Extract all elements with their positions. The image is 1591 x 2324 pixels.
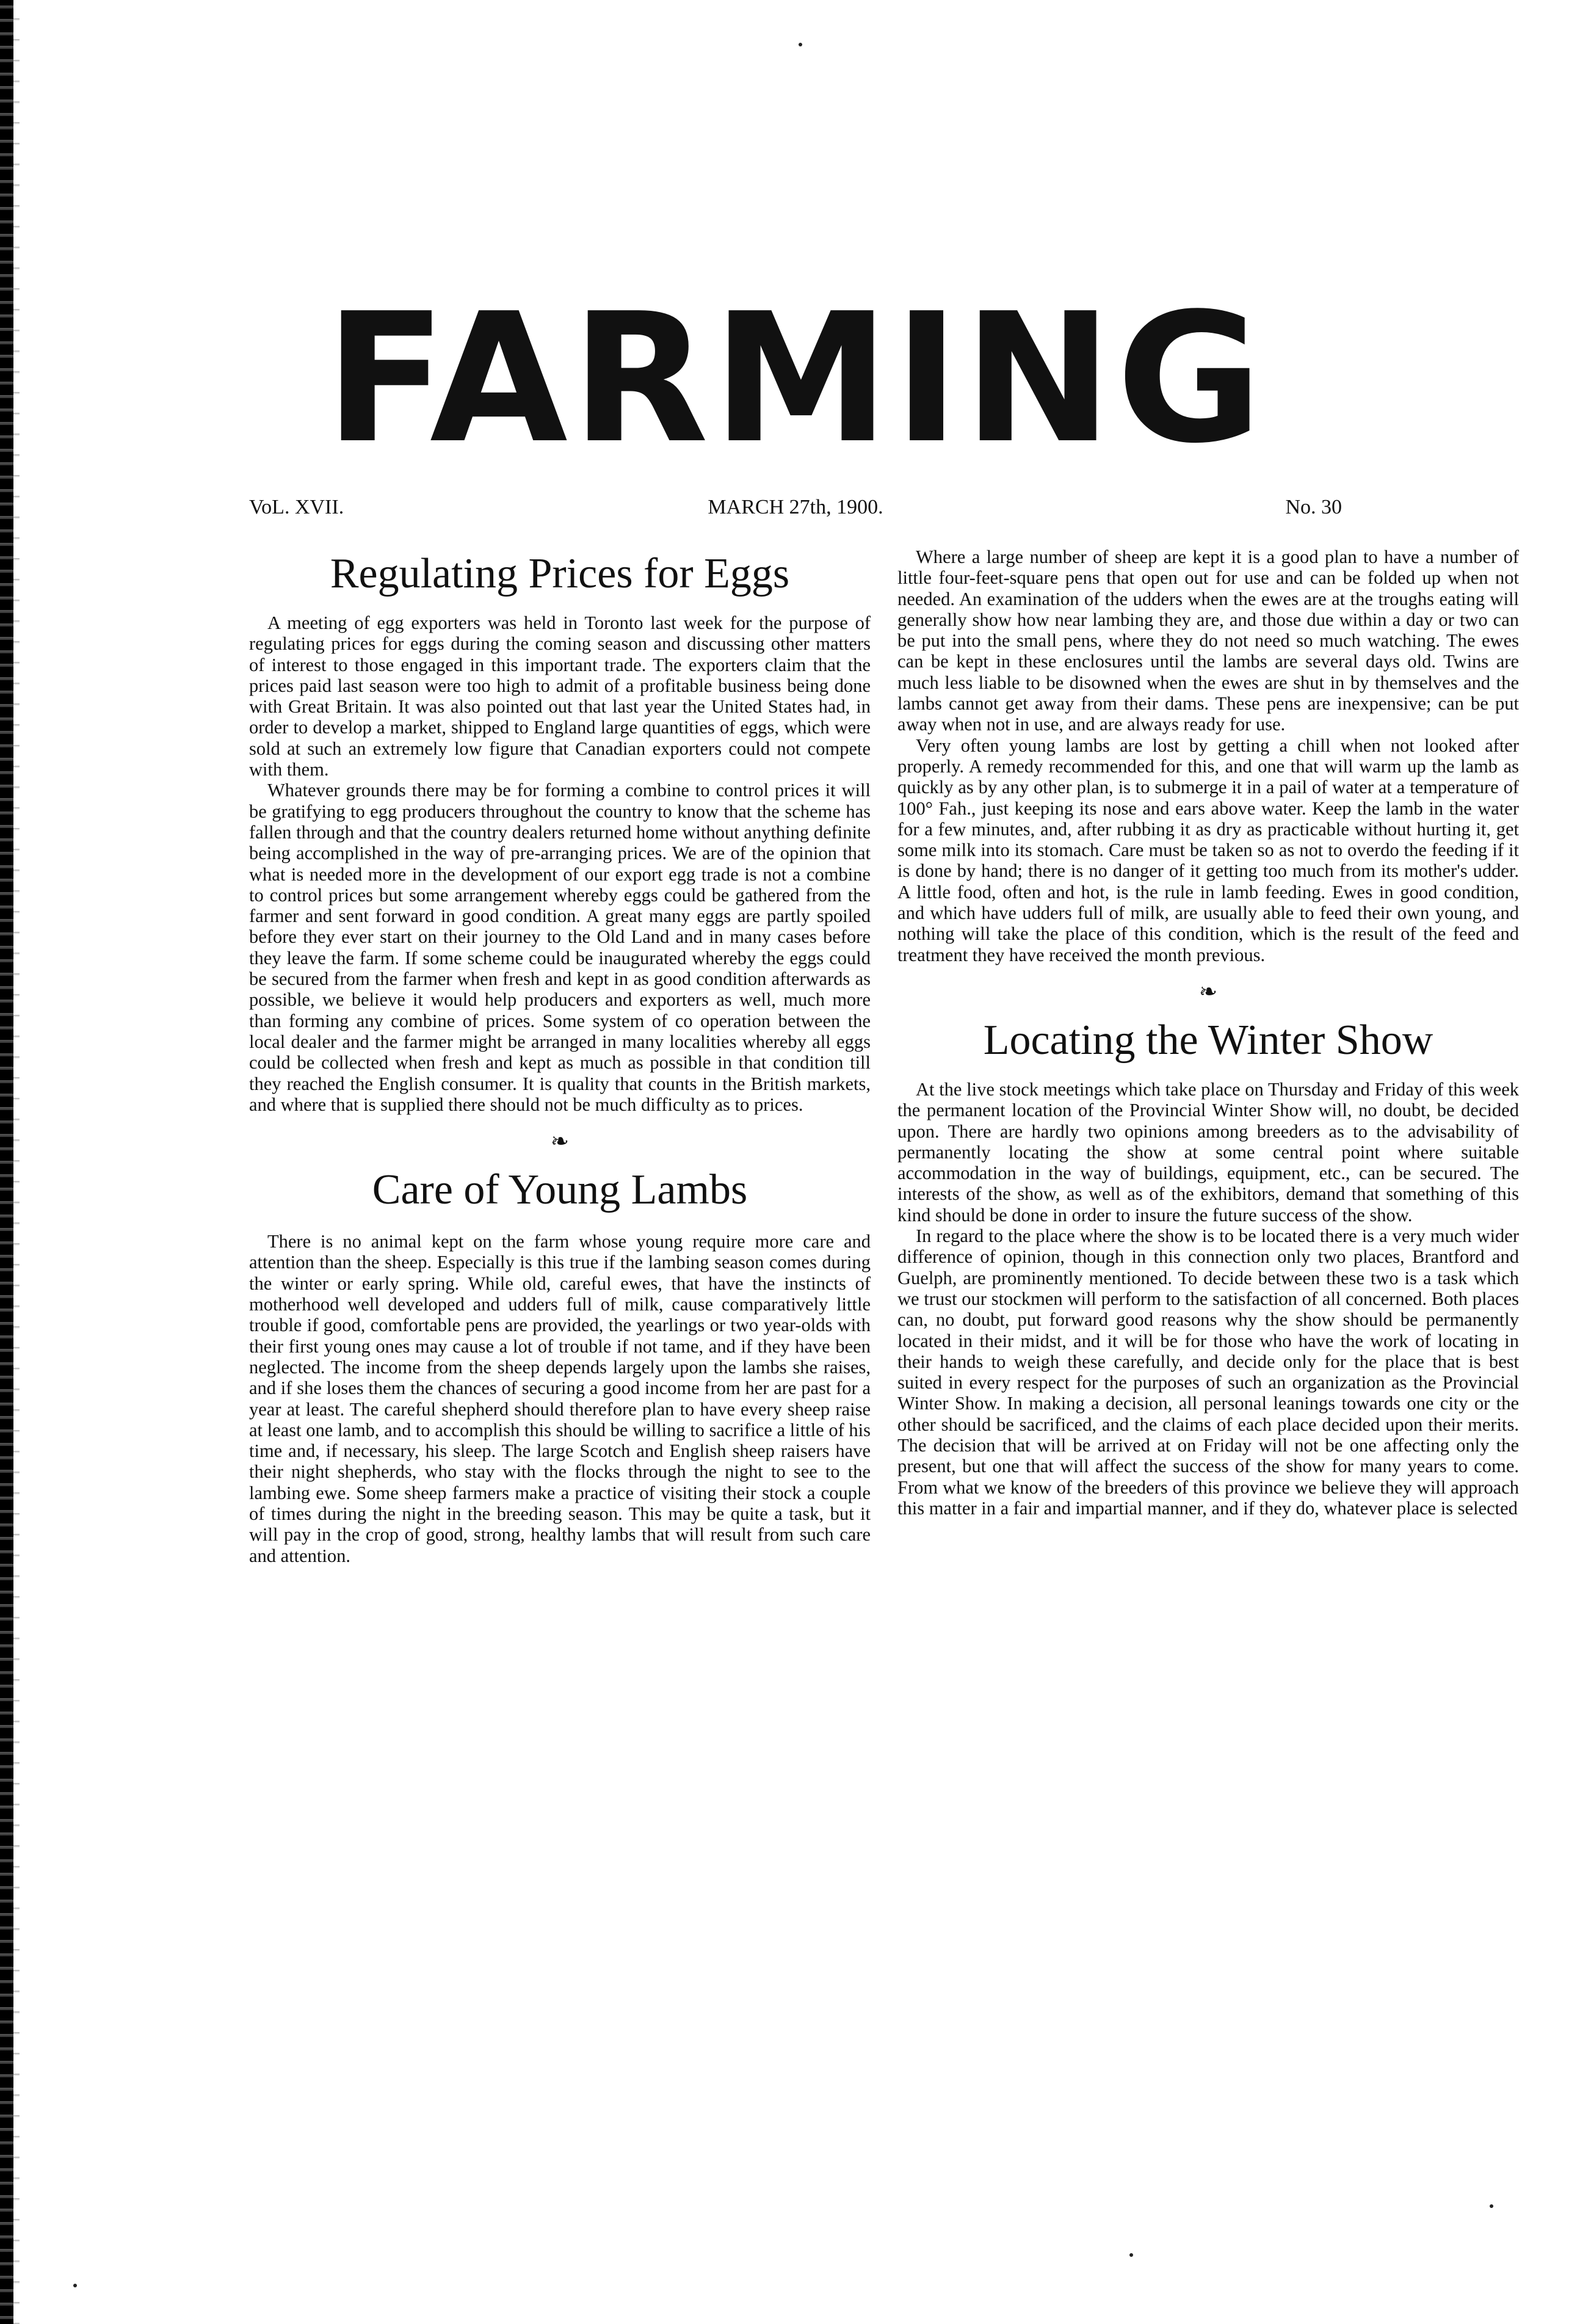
article-headline-eggs: Regulating Prices for Eggs: [330, 550, 790, 597]
left-column: [249, 547, 871, 1566]
article-headline-lambs: Care of Young Lambs: [372, 1166, 748, 1214]
article-paragraph: In regard to the place where the show is to be located there is a very much wider difference of opinion, though in this connection only two places, Brantford and Guelph, are prominently mentioned. To decide between these two is a task which we trust our stockmen will perform to the satisfaction of all concerned. Both places can, no doubt, put forward good reasons why the show should be permanently located in their midst, and it will be for those who have the work of locating in their hands to weigh these carefully, and decide only for the place that is best suited in every respect for the purposes of such an organization as the Provincial Winter Show. In making a decision, all personal leanings towards one city or the other should be sacrificed, and the claims of each place decided upon their merits. The decision that will be arrived at on Friday will not be one affecting only the present, but one that will affect the success of the show for many years to come. From what we know of the breeders of this province we believe they will approach this matter in a fair and impartial manner, and if they do, whatever place is selected: [897, 1226, 1519, 1519]
article-paragraph: Very often young lambs are lost by getting a chill when not looked after properly. A remedy recommended for this, and one that will warm up the lamb as quickly as by any other plan, is to submerge it in a pail of water at a temperature of 100° Fah., just keeping its nose and ears above water. Keep the lamb in the water for a few minutes, and, after rubbing it as dry as practicable without hurting it, get some milk into its stomach. Care must be taken so as not to overdo the feeding if it is done by hand; there is no danger of it getting too much from its mother's udder. A little food, often and hot, is the rule in lamb feeding. Ewes in good condition, and which have udders full of milk, are usually able to feed their own young, and nothing will take the place of this condition, which is the result of the feed and treatment they have received the month previous.: [897, 735, 1519, 965]
issue-date: MARCH 27th, 1900.: [708, 496, 883, 518]
ink-speck: [1490, 2204, 1493, 2208]
article-paragraph: A meeting of egg exporters was held in Toronto last week for the purpose of regulating prices for eggs during the coming season and discussing other matters of interest to those engaged in this important trade. The exporters claim that the prices paid last season were too high to admit of a profitable business being done with Great Britain. It was also pointed out that last year the United States had, in order to develop a market, shipped to England large quantities of eggs, which were sold at such an extremely low figure that Canadian exporters could not compete with them.: [249, 612, 871, 780]
dateline: [249, 496, 1342, 520]
masthead-title: FARMING: [324, 275, 1267, 482]
ink-speck: [1129, 2253, 1133, 2257]
ink-speck: [799, 43, 802, 46]
article-paragraph: There is no animal kept on the farm whose young require more care and attention than the sheep. Especially is this true if the lambing season comes during the winter or early spring. While old, careful ewes, that have the instincts of motherhood well developed and udders full of milk, cause comparatively little trouble if good, comfortable pens are provided, the yearlings or two year-olds with their first young ones may cause a lot of trouble if not tame, and if they have been neglected. The income from the sheep depends largely upon the lambs she raises, and if she loses them the chances of securing a good income from her are past for a year at least. The careful shepherd should therefore plan to have every sheep raise at least one lamb, and to accomplish this should be willing to sacrifice a little of his time and, if necessary, his sleep. The large Scotch and English sheep raisers have their night shepherds, who stay with the flocks through the night to see to the lambing ewe. Some sheep farmers make a practice of visiting their stock a couple of times during the night in the breeding season. This may be quite a task, but it will pay in the crop of good, strong, healthy lambs that will result from such care and attention.: [249, 1231, 871, 1566]
article-paragraph: At the live stock meetings which take place on Thursday and Friday of this week the permanent location of the Provincial Winter Show will, no doubt, be decided upon. There are hardly two opinions among breeders as to the advisability of permanently locating the show at some central point where suitable accommodation in the way of buildings, equipment, etc., can be secured. The interests of the show, as well as of the exhibitors, demand that something of this kind should be done in order to insure the future success of the show.: [897, 1078, 1519, 1226]
issue-number: No. 30: [1285, 496, 1342, 518]
ink-speck: [73, 2284, 77, 2287]
ornament-icon: ❧: [550, 1129, 570, 1155]
article-headline-show: Locating the Winter Show: [983, 1016, 1433, 1064]
article-paragraph: Where a large number of sheep are kept it is a good plan to have a number of little four-feet-square pens that open out for use and can be folded up when not needed. An examination of the udders when the ewes are at the troughs eating will generally show how near lambing they are, and those due within a day or two can be put into the small pens, where they do not need so much watching. The ewes can be kept in these enclosures until the lambs are several days old. Twins are much less liable to be disowned when the ewes are shut in by themselves and the lambs cannot get away from their dams. These pens are inexpensive; can be put away when not in use, and are always ready for use.: [897, 547, 1519, 735]
article-paragraph: Whatever grounds there may be for forming a combine to control prices it will be gratifying to egg producers throughout the country to know that the scheme has fallen through and that the country dealers returned home without anything definite being accomplished in the way of pre-arranging prices. We are of the opinion that what is needed more in the development of our export egg trade is not a combine to control prices but some arrangement whereby eggs could be gathered from the farmer and sent forward in good condition. A great many eggs are partly spoiled before they ever start on their journey to the Old Land and in many cases before they leave the farm. If some scheme could be inaugurated whereby the eggs could be secured from the farmer when fresh and kept in as good condition afterwards as possible, we believe it would help producers and exporters as well, much more than forming any combine of prices. Some system of co operation between the local dealer and the farmer might be arranged in many localities whereby all eggs could be collected when fresh and kept as much as possible in that condition till they reached the English consumer. It is quality that counts in the British markets, and where that is supplied there should not be much difficulty as to prices.: [249, 780, 871, 1115]
ornament-icon: ❧: [1198, 979, 1218, 1004]
right-column: [897, 547, 1519, 1519]
volume-label: VoL. XVII.: [249, 496, 344, 518]
